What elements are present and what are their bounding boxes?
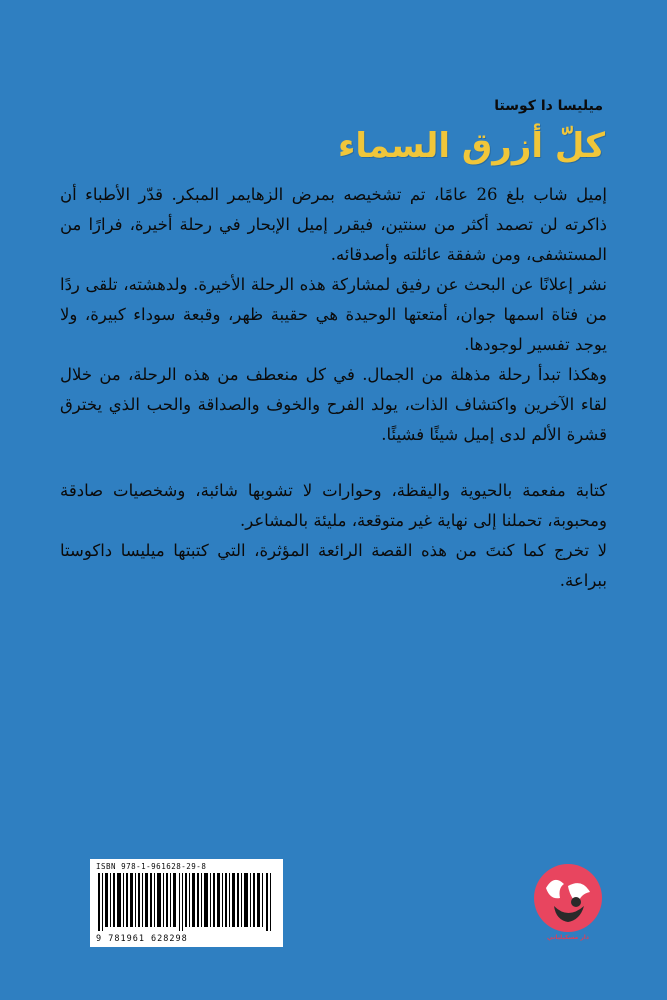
blurb-paragraph-5: لا تخرج كما كنتَ من هذه القصة الرائعة المؤثرة، التي كتبتها ميليسا داكوستا ببراعة. bbox=[60, 541, 607, 590]
barcode-bars-icon bbox=[98, 873, 274, 931]
blurb-paragraph-4: كتابة مفعمة بالحيوية واليقظة، وحوارات لا تشوبها شائبة، وشخصيات صادقة ومحبوبة، تحملنا إلى نهاية غير متوقعة، مليئة بالمشاعر. bbox=[60, 481, 607, 530]
blurb bbox=[60, 180, 607, 596]
blurb-paragraph-3: وهكذا تبدأ رحلة مذهلة من الجمال. في كل منعطف من هذه الرحلة، من خلال لقاء الآخرين واكتشاف الذات، يولد الفرح والخوف والصداقة والحب الذي يخترق قشرة الألم لدى إميل شيئًا فشيئًا. bbox=[60, 365, 607, 444]
author-name: ميليسا دا كوستا bbox=[494, 98, 603, 114]
blurb-paragraph-2: نشر إعلانًا عن البحث عن رفيق لمشاركة هذه الرحلة الأخيرة. ولدهشته، تلقى ردًا من فتاة اسمها جوان، أمتعتها الوحيدة هي حقيبة ظهر، وقبعة سوداء كبيرة، ولا يوجد تفسير لوجودها. bbox=[60, 275, 607, 354]
blurb-paragraph-1: إميل شاب بلغ 26 عامًا، تم تشخيصه بمرض الزهايمر المبكر. قدّر الأطباء أن ذاكرته لن تصمد أكثر من سنتين، فيقرر إميل الإبحار في رحلة أخيرة، فرارًا من المستشفى، ومن شفقة عائلته وأصدقائه. bbox=[60, 185, 607, 264]
spacer bbox=[60, 450, 607, 476]
isbn-number: 9 781961 628298 bbox=[96, 934, 188, 944]
isbn-label: ISBN 978-1-961628-29-8 bbox=[96, 862, 207, 871]
isbn-barcode bbox=[90, 859, 283, 947]
publisher-name: دار مسكيلياني bbox=[547, 934, 589, 941]
book-title: كلّ أزرق السماء bbox=[338, 126, 605, 166]
